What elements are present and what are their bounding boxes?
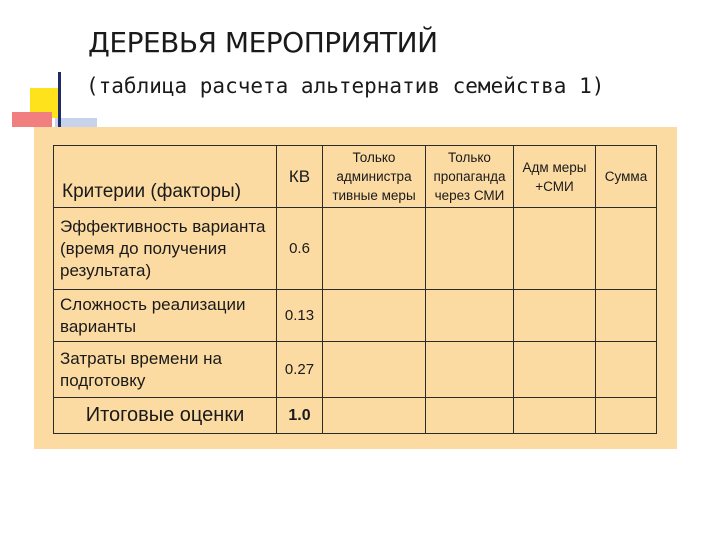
criterion-line: варианты <box>60 316 137 336</box>
criterion-line: результата) <box>60 260 152 280</box>
criterion-line: Эффективность варианта <box>60 216 266 236</box>
total-score-cell <box>426 398 514 434</box>
header-alt-combined <box>514 146 596 208</box>
criterion-line: Сложность реализации <box>60 294 246 314</box>
total-row <box>54 398 657 434</box>
header-alt-combined-line: Адм меры <box>522 159 587 175</box>
table-row <box>54 290 657 342</box>
kv-value: 0.27 <box>277 342 323 398</box>
total-score-cell <box>514 398 596 434</box>
total-label: Итоговые оценки <box>54 398 277 434</box>
criterion-cell <box>54 208 277 290</box>
score-cell <box>323 290 426 342</box>
header-sum: Сумма <box>596 146 657 208</box>
table-row <box>54 208 657 290</box>
score-cell <box>514 290 596 342</box>
header-kv: КВ <box>277 146 323 208</box>
header-alt-media <box>426 146 514 208</box>
score-cell <box>426 342 514 398</box>
table-row <box>54 342 657 398</box>
sum-cell <box>596 208 657 290</box>
criterion-cell <box>54 290 277 342</box>
header-alt-media-line: Только <box>448 150 491 165</box>
criterion-line: подготовку <box>60 370 146 390</box>
header-alt-admin <box>323 146 426 208</box>
total-sum-cell <box>596 398 657 434</box>
header-row <box>54 146 657 208</box>
sum-cell <box>596 290 657 342</box>
score-cell <box>514 208 596 290</box>
header-alt-admin-line: администра <box>336 169 412 184</box>
slide-subtitle: (таблица расчета альтернатив семейства 1) <box>86 74 605 98</box>
header-alt-admin-line: тивные меры <box>332 188 416 203</box>
criterion-cell <box>54 342 277 398</box>
criterion-line: (время до получения <box>60 238 227 258</box>
score-cell <box>426 290 514 342</box>
total-kv-value: 1.0 <box>277 398 323 434</box>
kv-value: 0.13 <box>277 290 323 342</box>
kv-value: 0.6 <box>277 208 323 290</box>
criterion-line: Затраты времени на <box>60 348 222 368</box>
alternatives-table <box>53 145 657 434</box>
slide-title: ДЕРЕВЬЯ МЕРОПРИЯТИЙ <box>88 26 438 59</box>
sum-cell <box>596 342 657 398</box>
score-cell <box>323 208 426 290</box>
header-alt-admin-line: Только <box>352 150 396 165</box>
decorative-red-bar <box>12 112 52 127</box>
header-alt-media-line: пропаганда <box>433 169 506 184</box>
header-criteria: Критерии (факторы) <box>54 146 277 208</box>
total-score-cell <box>323 398 426 434</box>
score-cell <box>426 208 514 290</box>
score-cell <box>323 342 426 398</box>
score-cell <box>514 342 596 398</box>
decorative-vertical-line <box>58 72 61 132</box>
header-alt-combined-line: +СМИ <box>535 178 574 194</box>
header-alt-media-line: через СМИ <box>434 188 505 203</box>
